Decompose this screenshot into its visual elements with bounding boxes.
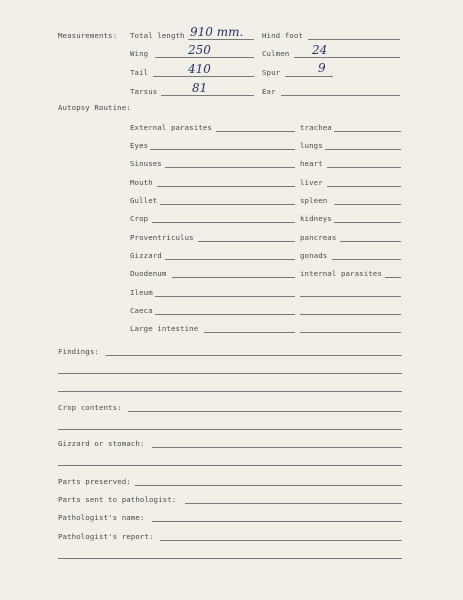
parts-preserved-field[interactable]	[135, 485, 402, 486]
tarsus-label: Tarsus	[130, 87, 158, 96]
kidneys-label: kidneys	[300, 214, 332, 223]
pancreas-label: pancreas	[300, 233, 337, 242]
spleen-label: spleen	[300, 196, 328, 205]
internal-parasites-label: internal parasites	[300, 269, 382, 278]
gonads-field[interactable]	[332, 259, 401, 260]
gizzard-row-label: Gizzard	[130, 251, 162, 260]
duodenum-label: Duodenum	[130, 269, 167, 278]
hind-foot-field[interactable]	[308, 39, 400, 40]
spleen-field[interactable]	[334, 204, 401, 205]
caeca-label: Caeca	[130, 306, 153, 315]
crop-field[interactable]	[152, 222, 295, 223]
pathologist-name-field[interactable]	[152, 521, 402, 522]
ileum-field[interactable]	[155, 296, 295, 297]
tail-value: 410	[188, 62, 211, 76]
culmen-value: 24	[312, 43, 328, 57]
sinuses-field[interactable]	[165, 167, 295, 168]
spur-label: Spur	[262, 68, 281, 77]
parts-sent-field[interactable]	[185, 503, 402, 504]
ear-label: Ear	[262, 87, 276, 96]
lungs-label: lungs	[300, 141, 323, 150]
measurements-heading: Measurements:	[58, 31, 118, 40]
crop-contents-line-1[interactable]	[128, 411, 402, 412]
tail-field[interactable]	[153, 76, 254, 77]
internal-parasites-field[interactable]	[385, 277, 401, 278]
culmen-field[interactable]	[294, 57, 400, 58]
gullet-label: Gullet	[130, 196, 158, 205]
pathologist-report-line-2[interactable]	[58, 558, 402, 559]
trachea-field[interactable]	[334, 131, 401, 132]
pancreas-field[interactable]	[340, 241, 401, 242]
culmen-label: Culmen	[262, 49, 290, 58]
external-parasites-label: External parasites	[130, 123, 212, 132]
sinuses-label: Sinuses	[130, 159, 162, 168]
gizzard-stomach-line-2[interactable]	[58, 465, 402, 466]
gonads-label: gonads	[300, 251, 328, 260]
crop-contents-label: Crop contents:	[58, 403, 122, 412]
liver-field[interactable]	[327, 186, 401, 187]
parts-preserved-label: Parts preserved:	[58, 477, 131, 486]
proventriculus-field[interactable]	[198, 241, 295, 242]
wing-label: Wing	[130, 49, 149, 58]
wing-value: 250	[188, 43, 211, 57]
extra-line-2[interactable]	[300, 314, 401, 315]
findings-line-1[interactable]	[106, 355, 402, 356]
total-length-field[interactable]	[188, 39, 254, 40]
heart-label: heart	[300, 159, 323, 168]
tarsus-field[interactable]	[161, 95, 254, 96]
spur-value: 9	[318, 61, 326, 75]
hind-foot-label: Hind foot	[262, 31, 303, 40]
proventriculus-label: Proventriculus	[130, 233, 194, 242]
caeca-field[interactable]	[155, 314, 295, 315]
findings-label: Findings:	[58, 347, 99, 356]
extra-line-3[interactable]	[300, 332, 401, 333]
findings-line-3[interactable]	[58, 391, 402, 392]
trachea-label: trachea	[300, 123, 332, 132]
findings-line-2[interactable]	[58, 373, 402, 374]
liver-label: liver	[300, 178, 323, 187]
parts-sent-label: Parts sent to pathologist:	[58, 495, 177, 504]
tarsus-value: 81	[192, 81, 208, 95]
pathologist-name-label: Pathologist's name:	[58, 513, 145, 522]
kidneys-field[interactable]	[334, 222, 401, 223]
autopsy-heading: Autopsy Routine:	[58, 103, 131, 112]
total-length-label: Total length	[130, 31, 185, 40]
pathologist-report-label: Pathologist's report:	[58, 532, 154, 541]
crop-contents-line-2[interactable]	[58, 429, 402, 430]
extra-line-1[interactable]	[300, 296, 401, 297]
spur-field[interactable]	[285, 76, 333, 77]
duodenum-field[interactable]	[172, 277, 295, 278]
mouth-field[interactable]	[157, 186, 295, 187]
ear-field[interactable]	[281, 95, 400, 96]
pathologist-report-line-1[interactable]	[160, 540, 402, 541]
crop-label: Crop	[130, 214, 149, 223]
ileum-label: Ileum	[130, 288, 153, 297]
gizzard-row-field[interactable]	[165, 259, 295, 260]
lungs-field[interactable]	[325, 149, 401, 150]
gullet-field[interactable]	[160, 204, 295, 205]
eyes-label: Eyes	[130, 141, 149, 150]
gizzard-stomach-label: Gizzard or stomach:	[58, 439, 145, 448]
wing-field[interactable]	[155, 57, 254, 58]
tail-label: Tail	[130, 68, 149, 77]
gizzard-stomach-line-1[interactable]	[152, 447, 402, 448]
large-intestine-label: Large intestine	[130, 324, 199, 333]
heart-field[interactable]	[327, 167, 401, 168]
large-intestine-field[interactable]	[204, 332, 295, 333]
external-parasites-field[interactable]	[216, 131, 295, 132]
mouth-label: Mouth	[130, 178, 153, 187]
total-length-value: 910 mm.	[190, 25, 244, 39]
eyes-field[interactable]	[150, 149, 295, 150]
